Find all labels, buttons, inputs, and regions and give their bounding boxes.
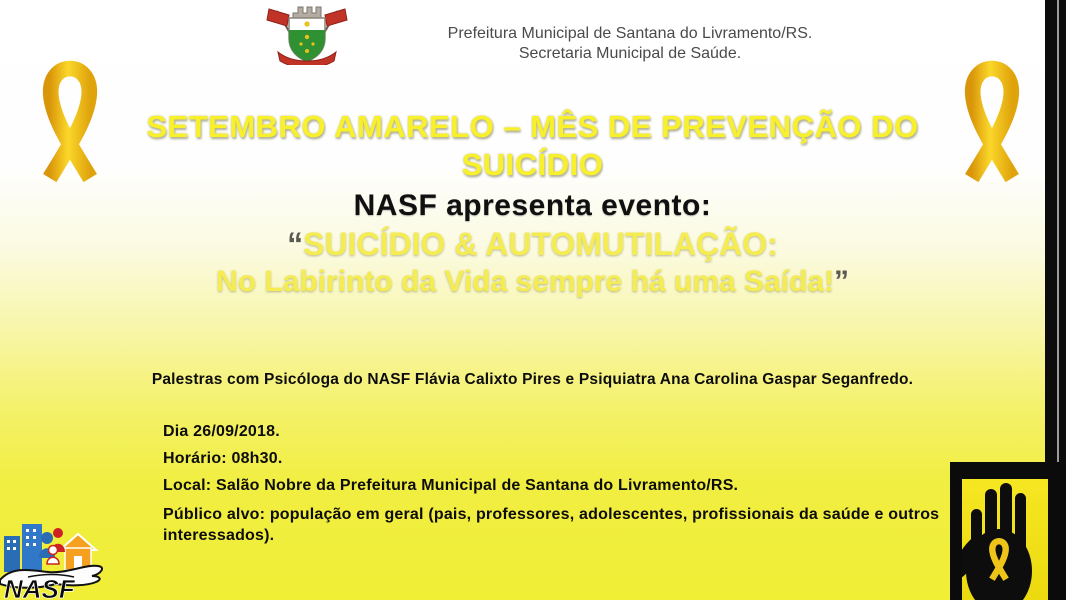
building-icon [4,536,20,572]
event-title-line1: “SUICÍDIO & AUTOMUTILAÇÃO: [287,226,778,262]
open-quote: “ [287,226,304,262]
event-location: Local: Salão Nobre da Prefeitura Municipal de Santana do Livramento/RS. [163,477,739,494]
event-title [40,226,1025,300]
close-quote: ” [833,265,849,298]
awareness-hand-block [950,462,1066,600]
family-icon [39,528,65,564]
event-presenter: NASF apresenta evento: [353,189,712,222]
campaign-title-line1: SETEMBRO AMARELO – MÊS DE PREVENÇÃO DO [146,109,919,144]
campaign-title [40,108,1025,184]
event-time: Horário: 08h30. [163,450,283,467]
event-audience: Público alvo: população em geral (pais, professores, adolescentes, profissionais da saúde e outros interessados). [163,506,940,544]
awareness-hand-icon [962,479,1048,600]
nasf-logo [0,514,112,600]
event-date: Dia 26/09/2018. [163,423,280,440]
event-title-line2: No Labirinto da Vida sempre há uma Saída!” [216,265,849,298]
org-line1: Prefeitura Municipal de Santana do Livramento/RS. [447,25,813,42]
speakers-line: Palestras com Psicóloga do NASF Flávia Calixto Pires e Psiquiatra Ana Carolina Gaspar Seganfredo. [151,371,914,388]
campaign-title-line2: SUICÍDIO [461,147,604,182]
org-line2: Secretaria Municipal de Saúde. [518,45,742,62]
building-icon [22,524,42,572]
house-icon [60,534,96,570]
nasf-wordmark: NASF [4,574,75,600]
header-org-text [320,24,940,64]
